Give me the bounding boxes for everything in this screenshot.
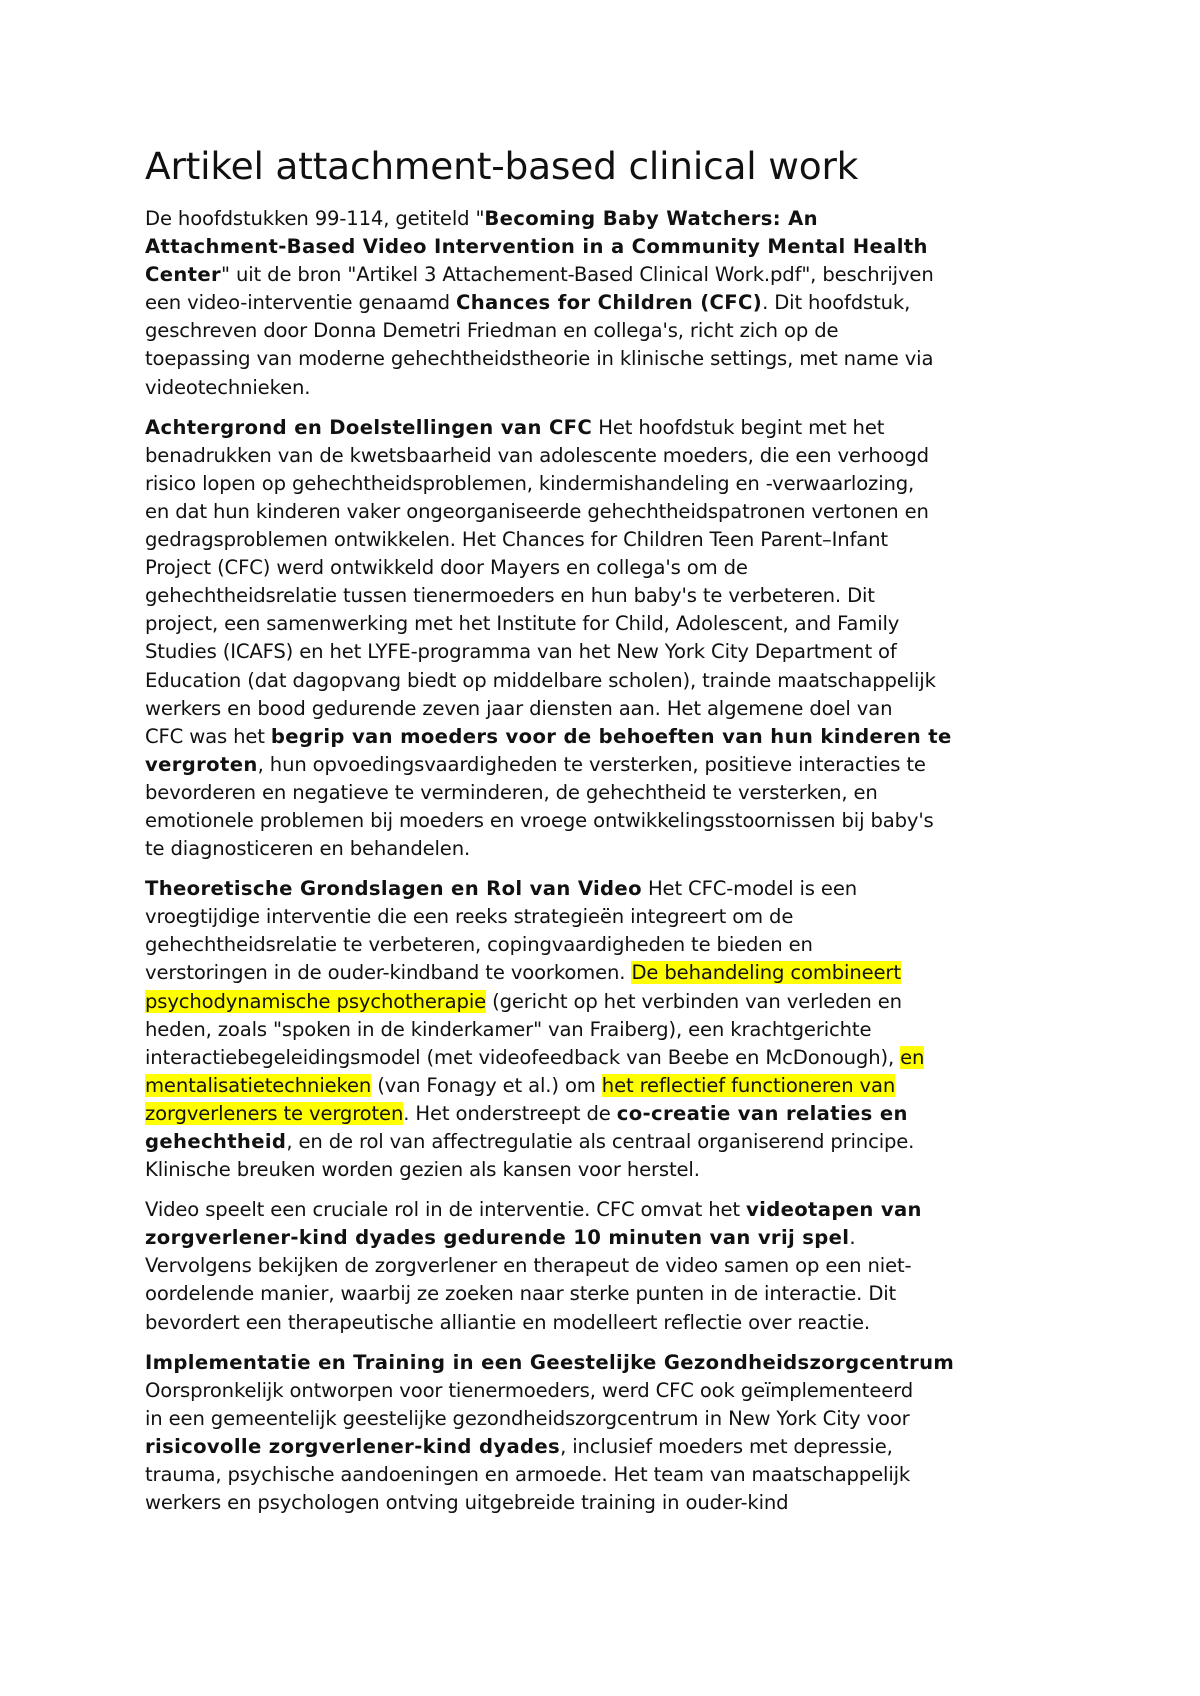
text-line [145, 1405, 1070, 1433]
document-title: Artikel attachment-based clinical work [145, 144, 859, 188]
text-run: Education (dat dagopvang biedt op middelbare scholen), trainde maatschappelijk [145, 668, 936, 692]
bold-text: co-creatie van relaties en [616, 1101, 908, 1125]
bold-text: Attachment-Based Video Intervention in a Community Mental Health [145, 235, 928, 259]
text-run: trauma, psychische aandoeningen en armoede. Het team van maatschappelijk [145, 1463, 911, 1487]
text-run: verstoringen in de ouder-kindband te voorkomen. [145, 961, 632, 985]
text-line [145, 1100, 1070, 1128]
bold-text: Implementatie en Training in een Geestelijke Gezondheidszorgcentrum [145, 1350, 955, 1374]
text-run: Het CFC-model is een [641, 877, 858, 901]
bold-text: videotapen van [746, 1198, 922, 1222]
text-line [145, 723, 1070, 751]
text-run: benadrukken van de kwetsbaarheid van adolescente moeders, die een verhoogd [145, 443, 929, 467]
text-run: werkers en bood gedurende zeven jaar diensten aan. Het algemene doel van [145, 696, 893, 720]
text-line [145, 554, 1070, 582]
text-line [145, 498, 1070, 526]
text-line [145, 470, 1070, 498]
text-run: De hoofdstukken 99-114, getiteld " [145, 207, 485, 230]
text-line [145, 317, 1070, 345]
text-line [145, 610, 1070, 638]
paragraph-implementatie [145, 1349, 1070, 1518]
highlighted-text: zorgverleners te vergroten [145, 1101, 404, 1125]
bold-text: Theoretische Grondslagen en Rol van Video [145, 877, 642, 901]
text-run: Project (CFC) werd ontwikkeld door Mayers en collega's om de [145, 556, 748, 580]
text-run: oordelende manier, waarbij ze zoeken naar sterke punten in de interactie. Dit [145, 1282, 897, 1306]
text-line [145, 1072, 1070, 1100]
text-line [145, 1280, 1070, 1308]
text-run: Klinische breuken worden gezien als kansen voor herstel. [145, 1158, 700, 1182]
text-run: . Het onderstreept de [403, 1101, 617, 1125]
text-run: " uit de bron "Artikel 3 Attachement-Based Clinical Work.pdf", beschrijven [221, 263, 934, 287]
text-line [145, 442, 1070, 470]
bold-text: vergroten [145, 752, 258, 776]
highlighted-text: het reflectief functioneren van [601, 1073, 896, 1097]
text-line [145, 582, 1070, 610]
text-line [145, 526, 1070, 554]
text-run: gehechtheidsrelatie tussen tienermoeders en hun baby's te verbeteren. Dit [145, 584, 875, 608]
text-run: werkers en psychologen ontving uitgebreide training in ouder-kind [145, 1491, 789, 1515]
text-run: , inclusief moeders met depressie, [560, 1434, 893, 1458]
text-run: videotechnieken. [145, 375, 311, 399]
text-run: project, een samenwerking met het Institute for Child, Adolescent, and Family [145, 612, 900, 636]
highlighted-text: De behandeling combineert [631, 961, 901, 985]
document-body [145, 205, 1070, 1517]
highlighted-text: psychodynamische psychotherapie [145, 989, 487, 1013]
text-line [145, 779, 1070, 807]
text-line [145, 1309, 1070, 1337]
text-line [145, 875, 1070, 903]
text-run: risico lopen op gehechtheidsproblemen, kindermishandeling en -verwaarlozing, [145, 471, 915, 495]
text-line [145, 807, 1070, 835]
text-line [145, 1016, 1070, 1044]
text-line [145, 1349, 1070, 1377]
bold-text: Chances for Children (CFC) [456, 291, 763, 315]
text-line [145, 1044, 1070, 1072]
text-run: gedragsproblemen ontwikkelen. Het Chances for Children Teen Parent–Infant [145, 528, 888, 552]
text-line [145, 667, 1070, 695]
bold-text: Achtergrond en Doelstellingen van CFC [145, 415, 593, 439]
text-run: vroegtijdige interventie die een reeks strategieën integreert om de [145, 905, 794, 929]
text-run: CFC was het [145, 724, 271, 748]
document-page [145, 140, 1070, 1529]
text-line [145, 835, 1070, 863]
bold-text: Becoming Baby Watchers: An [484, 207, 818, 230]
text-run: Oorspronkelijk ontworpen voor tienermoeders, werd CFC ook geïmplementeerd [145, 1378, 913, 1402]
text-run: , en de rol van affectregulatie als centraal organiserend principe. [286, 1130, 915, 1153]
text-line [145, 751, 1070, 779]
text-line [145, 1128, 1070, 1156]
text-run: Video speelt een cruciale rol in de interventie. CFC omvat het [145, 1198, 747, 1222]
bold-text: gehechtheid [145, 1130, 287, 1153]
text-line [145, 1489, 1070, 1517]
text-line [145, 988, 1070, 1016]
highlighted-text: en [900, 1045, 925, 1069]
text-line [145, 1196, 1070, 1224]
text-line [145, 695, 1070, 723]
text-run: . [849, 1226, 856, 1250]
text-line [145, 205, 1070, 233]
text-line [145, 414, 1070, 442]
text-line [145, 345, 1070, 373]
text-run: te diagnosticeren en behandelen. [145, 837, 471, 861]
text-run: bevordert een therapeutische alliantie en modelleert reflectie over reactie. [145, 1310, 870, 1334]
text-run: in een gemeentelijk geestelijke gezondheidszorgcentrum in New York City voor [145, 1406, 910, 1430]
text-line [145, 1377, 1070, 1405]
text-run: Studies (ICAFS) en het LYFE-programma van het New York City Department of [145, 640, 897, 664]
text-line [145, 1461, 1070, 1489]
text-line [145, 1156, 1070, 1184]
text-run: , hun opvoedingsvaardigheden te versterken, positieve interacties te [257, 752, 926, 776]
text-run: geschreven door Donna Demetri Friedman en collega's, richt zich op de [145, 319, 839, 343]
text-line [145, 289, 1070, 317]
text-run: Vervolgens bekijken de zorgverlener en therapeut de video samen op een niet- [145, 1254, 912, 1278]
text-run: een video-interventie genaamd [145, 291, 457, 315]
text-run: . Dit hoofdstuk, [762, 291, 911, 315]
text-run: (van Fonagy et al.) om [371, 1073, 602, 1097]
text-run: (gericht op het verbinden van verleden en [486, 989, 902, 1013]
text-run: emotionele problemen bij moeders en vroege ontwikkelingsstoornissen bij baby's [145, 808, 934, 832]
bold-text: begrip van moeders voor de behoeften van hun kinderen te [270, 724, 952, 748]
paragraph-achtergrond [145, 414, 1070, 864]
text-run: Het hoofdstuk begint met het [592, 415, 885, 439]
text-line [145, 931, 1070, 959]
bold-text: risicovolle zorgverlener-kind dyades [145, 1434, 561, 1458]
text-line [145, 1224, 1070, 1252]
bold-text: zorgverlener-kind dyades gedurende 10 minuten van vrij spel [145, 1226, 850, 1250]
text-run: bevorderen en negatieve te verminderen, de gehechtheid te versterken, en [145, 780, 878, 804]
text-run: en dat hun kinderen vaker ongeorganiseerde gehechtheidspatronen vertonen en [145, 499, 929, 523]
text-run: interactiebegeleidingsmodel (met videofeedback van Beebe en McDonough), [145, 1045, 901, 1069]
bold-text: Center [145, 263, 222, 287]
text-line [145, 261, 1070, 289]
text-line [145, 374, 1070, 402]
paragraph-intro [145, 205, 1070, 402]
text-run: gehechtheidsrelatie te verbeteren, copingvaardigheden te bieden en [145, 933, 813, 957]
paragraph-video [145, 1196, 1070, 1336]
text-line [145, 1433, 1070, 1461]
text-line [145, 959, 1070, 987]
text-run: heden, zoals "spoken in de kinderkamer" van Fraiberg), een krachtgerichte [145, 1017, 872, 1041]
text-run: toepassing van moderne gehechtheidstheorie in klinische settings, met name via [145, 347, 934, 371]
text-line [145, 1252, 1070, 1280]
paragraph-theoretisch [145, 875, 1070, 1184]
text-line [145, 638, 1070, 666]
text-line [145, 903, 1070, 931]
highlighted-text: mentalisatietechnieken [145, 1073, 372, 1097]
text-line [145, 233, 1070, 261]
